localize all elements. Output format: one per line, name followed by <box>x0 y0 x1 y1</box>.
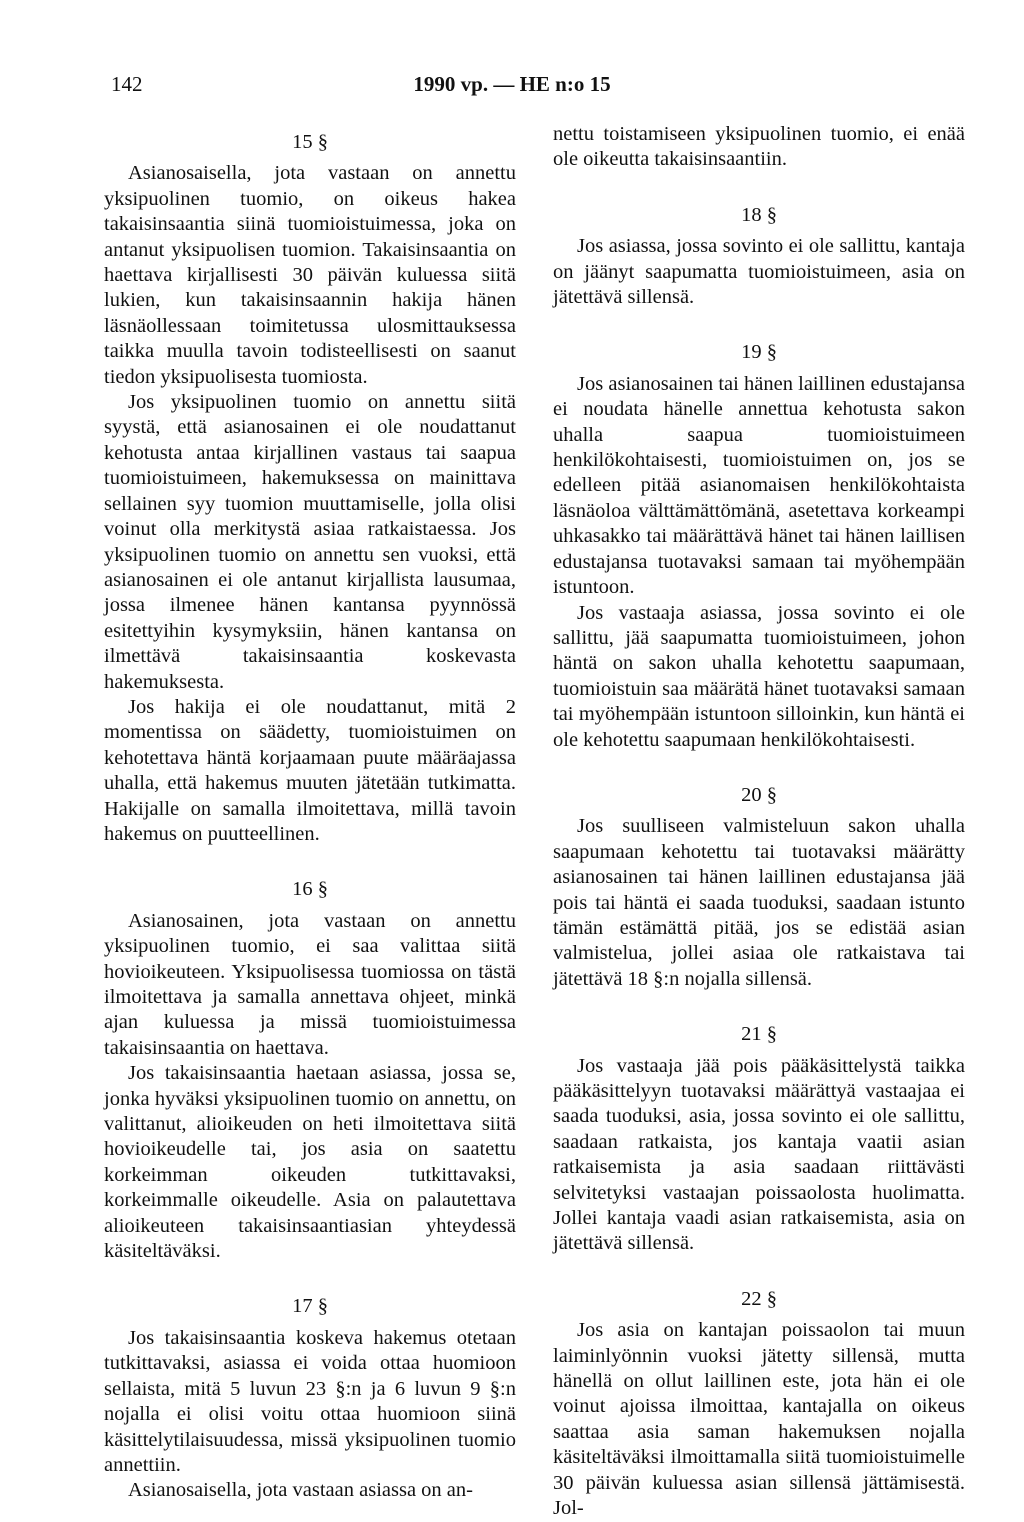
section-21-heading: 21 § <box>741 1023 777 1046</box>
section-17-paragraph-1: Jos takaisinsaantia koskeva hakemus otetaan tutkittavaksi, asiassa ei voida ottaa huomioon sellaista, mitä 5 luvun 23 §:n ja 6 luvun 9 §:n nojalla ei olisi voitu ottaa huomioon siinä käsittelytilaisuudessa, missä yksipuolinen tuomio annettiin. <box>104 1326 516 1476</box>
section-22-heading: 22 § <box>741 1287 777 1310</box>
section-19-paragraph-1: Jos asianosainen tai hänen laillinen edustajansa ei noudata hänelle annettua kehotusta sakon uhalla saapua tuomioistuimeen henkilökohtaisesti, tuomioistuimen on, jos se edelleen pitää asianomaisen henkilökohtaista läsnäoloa välttämättömänä, asetettava korkeampi uhkasakko tai määrättävä hänet tai hänen laillisen edustajansa tuotavaksi samaan tai myöhempään istuntoon. <box>553 372 965 599</box>
section-16-heading: 16 § <box>292 878 328 901</box>
left-column <box>104 122 516 1504</box>
section-16-paragraph-2: Jos takaisinsaantia haetaan asiassa, jossa se, jonka hyväksi yksipuolinen tuomio on annettu, on valittanut, alioikeuden on heti ilmoitettava siitä hovioikeudelle tai, jos asia on saatettu korkeimman oikeuden tutkittavaksi, korkeimmalle oikeudelle. Asia on palautettava alioikeuteen takaisinsaantiasian yhteydessä käsiteltäväksi. <box>104 1062 516 1263</box>
section-15-heading: 15 § <box>292 131 328 153</box>
section-16-paragraph-1: Asianosainen, jota vastaan on annettu yksipuolinen tuomio, ei saa valittaa siitä hovioikeuteen. Yksipuolisessa tuomiossa on tästä ilmoitettava ja samalla annettava ohjeet, minkä ajan kuluessa ja missä tuomioistuimessa takaisinsaantia on haettava. <box>104 909 516 1059</box>
right-column <box>553 122 965 1522</box>
section-20-paragraph-1: Jos suulliseen valmisteluun sakon uhalla saapumaan kehotettu tai tuotavaksi määrätty asianosainen tai hänen laillinen edustajansa jää pois tai häntä ei saada tuoduksi, saadaan istunto tämän estämättä pitää, jos se edistää asian valmistelua, jollei asiaa ole ratkaistava tai jätettävä 18 §:n nojalla sillensä. <box>553 815 965 990</box>
page-header <box>0 72 1024 102</box>
section-19-heading: 19 § <box>741 341 777 364</box>
page-number: 142 <box>111 72 143 96</box>
section-18-paragraph-1: Jos asiassa, jossa sovinto ei ole sallittu, kantaja on jäänyt saapumatta tuomioistuimeen, asia on jätettävä sillensä. <box>553 235 965 309</box>
running-head: 1990 vp. — HE n:o 15 <box>413 72 611 96</box>
continued-paragraph: nettu toistamiseen yksipuolinen tuomio, ei enää ole oikeutta takaisinsaantiin. <box>553 123 965 171</box>
section-17-paragraph-2: Asianosaisella, jota vastaan asiassa on an- <box>128 1479 473 1502</box>
section-15-paragraph-3: Jos hakija ei ole noudattanut, mitä 2 momentissa on säädetty, tuomioistuimen on kehotettava häntä korjaamaan puute määräajassa uhalla, että hakemus muuten jätetään tutkimatta. Hakijalle on samalla ilmoitettava, millä tavoin hakemus on puutteellinen. <box>104 695 516 845</box>
section-15-paragraph-1: Asianosaisella, jota vastaan on annettu yksipuolinen tuomio, on oikeus hakea takaisinsaantia siinä tuomioistuimessa, joka on antanut yksipuolisen tuomion. Takaisinsaantia on haettava kirjallisesti 30 päivän kuluessa siitä lukien, kun takaisinsaannin hakija hänen läsnäollessaan toimitetussa ulosmittauksessa taikka muulla tavoin todisteellisesti on saanut tiedon yksipuolisesta tuomiosta. <box>104 162 516 388</box>
section-21-paragraph-1: Jos vastaaja jää pois pääkäsittelystä taikka pääkäsittelyyn tuotavaksi määrättyä vastaajaa ei saada tuoduksi, asia, jossa sovinto ei ole sallittu, saadaan ratkaista, jos kantaja vaatii asian ratkaisemista ja asia saadaan riittävästi selvitetyksi vastaajan poissaolosta huolimatta. Jollei kantaja vaadi asian ratkaisemista, asia on jätettävä sillensä. <box>553 1054 965 1255</box>
section-17-heading: 17 § <box>292 1295 328 1318</box>
section-22-paragraph-1: Jos asia on kantajan poissaolon tai muun laiminlyönnin vuoksi jätetty sillensä, mutta hänellä on ollut laillinen este, jota hän ei ole voinut ajoissa ilmoittaa, kantajalla on oikeus saattaa asia saman hakemuksen nojalla käsiteltäväksi ilmoittamalla siitä tuomioistuimelle 30 päivän kuluessa asian sillensä jättämisestä. Jol- <box>553 1319 965 1520</box>
section-15-paragraph-2: Jos yksipuolinen tuomio on annettu siitä syystä, että asianosainen ei ole noudattanut kehotusta antaa kirjallinen vastaus tai saapua tuomioistuimeen, hakemuksessa on mainittava sellainen syy tuomion muuttamiselle, jolla olisi voinut olla merkitystä asiaa ratkaistaessa. Jos yksipuolinen tuomio on annettu sen vuoksi, että asianosainen ei ole antanut kirjallista lausumaa, jossa ilmenee hänen kantansa pyynnössä esitettyihin kysymyksiin, hänen kantansa on ilmettävä takaisinsaantia koskevasta hakemuksesta. <box>104 391 516 693</box>
section-20-heading: 20 § <box>741 783 777 806</box>
section-19-paragraph-2: Jos vastaaja asiassa, jossa sovinto ei ole sallittu, jää saapumatta tuomioistuimeen, johon häntä on sakon uhalla kehotettu saapumaan, tuomioistuin saa määrätä hänet tuotavaksi samaan tai myöhempään istuntoon silloinkin, kun häntä ei ole kehotettu saapumaan henkilökohtaisesti. <box>553 601 965 751</box>
section-18-heading: 18 § <box>741 203 777 226</box>
